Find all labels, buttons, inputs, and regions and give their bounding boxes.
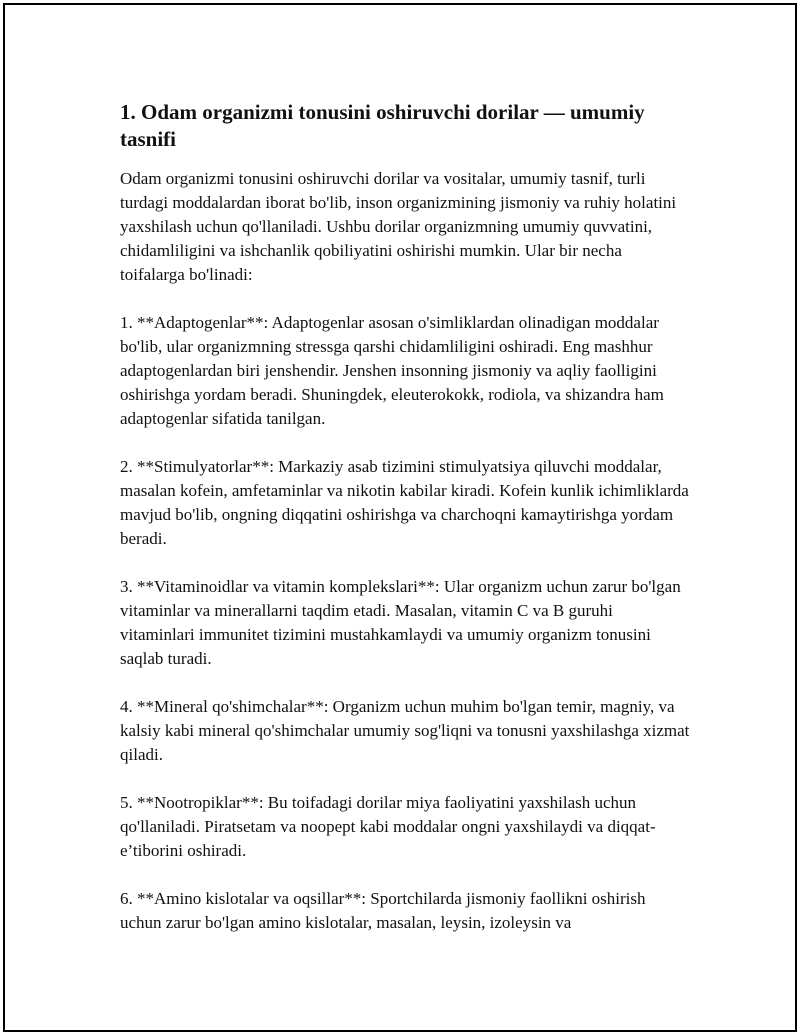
- document-body: [120, 99, 690, 959]
- list-item-minerals: 4. **Mineral qo'shimchalar**: Organizm uchun muhim bo'lgan temir, magniy, va kalsiy kabi mineral qo'shimchalar umumiy sog'liqni va tonusni yaxshilashga xizmat qiladi.: [120, 697, 690, 764]
- list-item-nootropics: 5. **Nootropiklar**: Bu toifadagi dorilar miya faoliyatini yaxshilash uchun qo'llaniladi. Piratsetam va noopept kabi moddalar ongni yaxshilaydi va diqqat-e’tiborini oshiradi.: [120, 793, 656, 860]
- intro-paragraph: Odam organizmi tonusini oshiruvchi dorilar va vositalar, umumiy tasnif, turli turdagi moddalardan iborat bo'lib, inson organizmining jismoniy va ruhiy holatini yaxshilash uchun qo'llaniladi. Ushbu dorilar organizmning umumiy quvvatini, chidamliligini va ishchanlik qobiliyatini oshirishi mumkin. Ular bir necha toifalarga bo'linadi:: [120, 169, 677, 284]
- section-heading: 1. Odam organizmi tonusini oshiruvchi dorilar — umumiy tasnifi: [120, 100, 645, 151]
- list-item-amino-acids: 6. **Amino kislotalar va oqsillar**: Sportchilarda jismoniy faollikni oshirish uchun zarur bo'lgan amino kislotalar, masalan, leysin, izoleysin va: [120, 889, 646, 932]
- list-item-stimulants: 2. **Stimulyatorlar**: Markaziy asab tizimini stimulyatsiya qiluvchi moddalar, masalan kofein, amfetaminlar va nikotin kabilar kiradi. Kofein kunlik ichimliklarda mavjud bo'lib, ongning diqqatini oshirishga va charchoqni kamaytirishga yordam beradi.: [120, 457, 689, 548]
- list-item-adaptogens: 1. **Adaptogenlar**: Adaptogenlar asosan o'simliklardan olinadigan moddalar bo'lib, ular organizmning stressga qarshi chidamliligini oshiradi. Eng mashhur adaptogenlardan biri jenshendir. Jenshen insonning jismoniy va aqliy faolligini oshirishga yordam beradi. Shuningdek, eleuterokokk, rodiola, va shizandra ham adaptogenlar sifatida tanilgan.: [120, 313, 664, 428]
- page-frame: [3, 3, 797, 1032]
- list-item-vitamins: 3. **Vitaminoidlar va vitamin komplekslari**: Ular organizm uchun zarur bo'lgan vitaminlar va minerallarni taqdim etadi. Masalan, vitamin C va B guruhi vitaminlari immunitet tizimini mustahkamlaydi va umumiy organizm tonusini saqlab turadi.: [120, 577, 681, 668]
